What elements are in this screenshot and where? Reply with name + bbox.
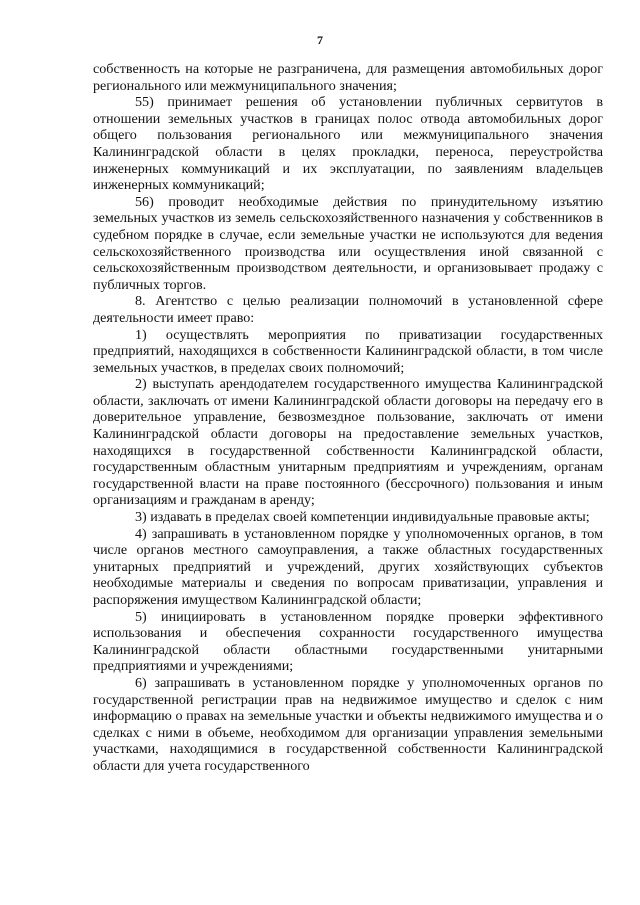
paragraph-right-6: 6) запрашивать в установленном порядке у уполномоченных органов по государственной регистрации прав на недвижимое имущество и сделок с ним информацию о правах на земельные участки и объекты недвижимого имущества и о сделках с ними в объеме, необходимом для организации управления земельными участками, находящимися в государственной собственности Калининградской области для учета государственного bbox=[93, 674, 603, 774]
paragraph-item-56: 56) проводит необходимые действия по принудительному изъятию земельных участков из земель сельскохозяйственного назначения у собственников в судебном порядке в случае, если земельные участки не используются для ведения сельскохозяйственного производства или осуществления иной связанной с сельскохозяйственным производством деятельности, и организовывает продажу с публичных торгов. bbox=[93, 193, 603, 293]
paragraph-right-2: 2) выступать арендодателем государственного имущества Калининградской области, заключать от имени Калининградской области договоры на передачу его в доверительное управление, безвозмездное пользование, заключать от имени Калининградской области договоры на предоставление земельных участков, находящихся в государственной собственности Калининградской области, государственным областным унитарным предприятиям и учреждениям, органам государственной власти на праве постоянного (бессрочного) пользования и иным организациям и гражданам в аренду; bbox=[93, 376, 603, 509]
paragraph-continuation: собственность на которые не разграничена, для размещения автомобильных дорог регионального или межмуниципального значения; bbox=[93, 61, 603, 94]
paragraph-clause-8: 8. Агентство с целью реализации полномочий в установленной сфере деятельности имеет право: bbox=[93, 293, 603, 326]
document-body bbox=[93, 61, 603, 775]
paragraph-right-5: 5) инициировать в установленном порядке проверки эффективного использования и обеспечения сохранности государственного имущества Калининградской области областными государственными унитарными предприятиями и учреждениями; bbox=[93, 608, 603, 675]
paragraph-item-55: 55) принимает решения об установлении публичных сервитутов в отношении земельных участков в границах полос отвода автомобильных дорог общего пользования регионального или межмуниципального значения Калининградской области в целях прокладки, переноса, переустройства инженерных коммуникаций и их эксплуатации, по заявлениям владельцев инженерных коммуникаций; bbox=[93, 94, 603, 194]
paragraph-right-3: 3) издавать в пределах своей компетенции индивидуальные правовые акты; bbox=[135, 509, 590, 526]
paragraph-right-1: 1) осуществлять мероприятия по приватизации государственных предприятий, находящихся в собственности Калининградской области, в том числе земельных участков, в пределах своих полномочий; bbox=[93, 326, 603, 376]
page-number: 7 bbox=[317, 33, 323, 47]
paragraph-right-4: 4) запрашивать в установленном порядке у уполномоченных органов, в том числе органов местного самоуправления, а также областных государственных унитарных предприятий и учреждений, других хозяйствующих субъектов необходимые материалы и сведения по вопросам приватизации, управления и распоряжения имуществом Калининградской области; bbox=[93, 525, 603, 608]
